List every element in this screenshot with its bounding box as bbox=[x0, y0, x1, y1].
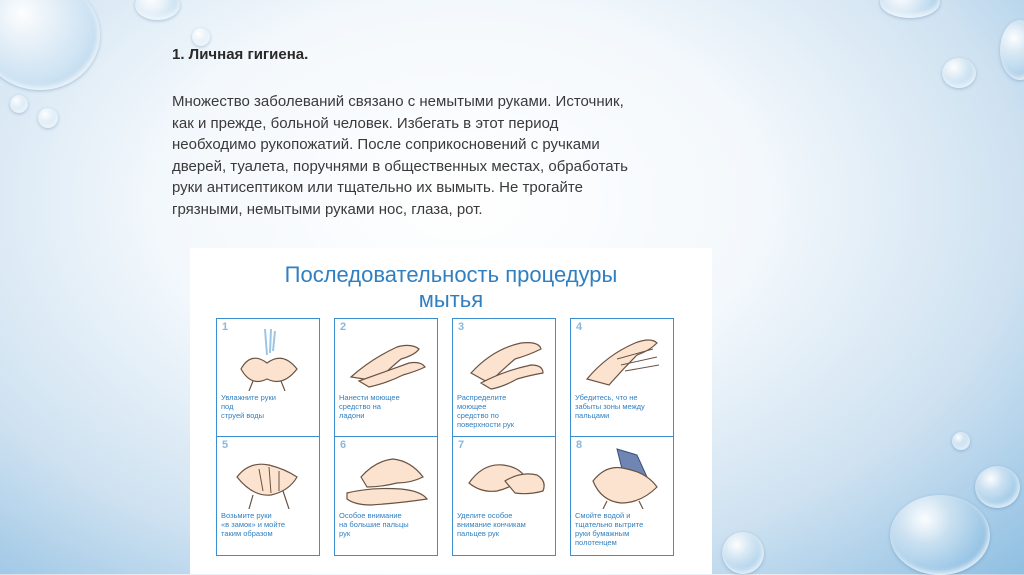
step-caption: Увлажните руки под струей воды bbox=[221, 393, 276, 420]
between-fingers-hands-icon bbox=[577, 329, 669, 391]
water-drop-icon bbox=[192, 28, 210, 46]
water-drop-icon bbox=[952, 432, 970, 450]
step-card-1 bbox=[216, 318, 320, 438]
step-number: 6 bbox=[340, 439, 347, 451]
water-drop-icon bbox=[135, 0, 180, 20]
step-caption: Возьмите руки «в замок» и мойте таким образом bbox=[221, 511, 286, 538]
step-card-6 bbox=[334, 436, 438, 556]
water-drop-icon bbox=[880, 0, 940, 18]
water-drop-icon bbox=[942, 58, 976, 88]
step-number: 1 bbox=[222, 321, 229, 333]
step-card-7 bbox=[452, 436, 556, 556]
water-drop-icon bbox=[38, 108, 58, 128]
step-number: 3 bbox=[458, 321, 465, 333]
step-caption: Убедитесь, что не забыты зоны между пальцами bbox=[575, 393, 645, 420]
step-card-4 bbox=[570, 318, 674, 438]
step-card-2 bbox=[334, 318, 438, 438]
spread-soap-hands-icon bbox=[459, 329, 551, 391]
step-caption: Уделите особое внимание кончикам пальцев рук bbox=[457, 511, 526, 538]
fingertips-wash-hands-icon bbox=[459, 447, 551, 509]
towel-dry-hands-icon bbox=[577, 447, 669, 509]
step-number: 2 bbox=[340, 321, 347, 333]
step-card-3 bbox=[452, 318, 556, 438]
water-drop-icon bbox=[975, 466, 1020, 508]
handwashing-infographic bbox=[190, 248, 712, 574]
step-card-8 bbox=[570, 436, 674, 556]
water-drop-icon bbox=[1000, 20, 1024, 80]
thumbs-wash-hands-icon bbox=[341, 447, 433, 509]
infographic-title: Последовательность процедуры мытья bbox=[284, 262, 618, 312]
apply-soap-hands-icon bbox=[341, 329, 433, 391]
interlocked-hands-icon bbox=[223, 447, 315, 509]
step-number: 7 bbox=[458, 439, 465, 451]
step-caption: Смойте водой и тщательно вытрите руки бумажным полотенцем bbox=[575, 511, 644, 547]
water-drop-icon bbox=[0, 0, 100, 90]
water-drop-icon bbox=[890, 495, 990, 575]
step-card-5 bbox=[216, 436, 320, 556]
step-caption: Нанести моющее средство на ладони bbox=[339, 393, 400, 420]
slide-heading: 1. Личная гигиена. bbox=[172, 46, 309, 63]
hands-under-water-icon bbox=[223, 329, 315, 391]
step-number: 8 bbox=[576, 439, 583, 451]
step-number: 4 bbox=[576, 321, 583, 333]
slide-paragraph: Множество заболеваний связано с немытыми руками. Источник, как и прежде, больной человек. Избегать в этот период необходимо рукопожатий. После соприкосновений с ручками дверей, туалета, поручнями в общественных местах, обработать руки антисептиком или тщательно их вымыть. Не трогайте грязными, немытыми руками нос, глаза, рот. bbox=[172, 93, 628, 218]
step-caption: Особое внимание на большие пальцы рук bbox=[339, 511, 409, 538]
water-drop-icon bbox=[10, 95, 28, 113]
water-drop-icon bbox=[722, 532, 764, 574]
step-caption: Распределите моющее средство по поверхности рук bbox=[457, 393, 515, 429]
step-number: 5 bbox=[222, 439, 229, 451]
